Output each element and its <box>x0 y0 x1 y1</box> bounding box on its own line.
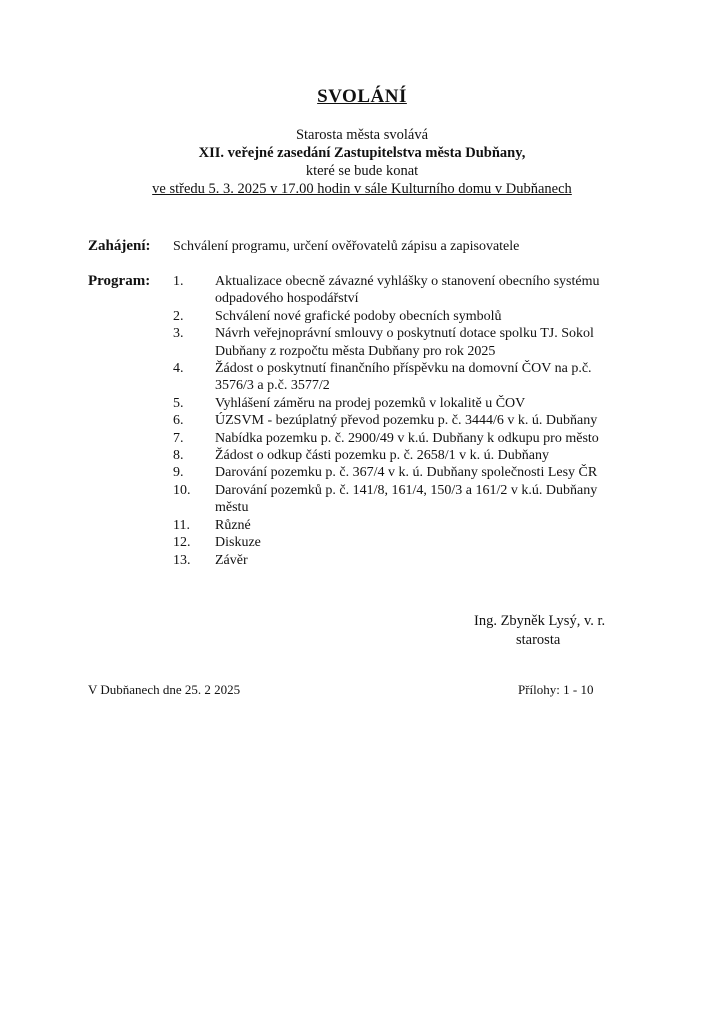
program-item-number: 5. <box>173 395 184 411</box>
program-item-text: Diskuze <box>215 535 261 551</box>
signature-role: starosta <box>516 632 561 648</box>
footer-place-date: V Dubňanech dne 25. 2 2025 <box>88 682 241 697</box>
program-item-number: 2. <box>173 308 184 324</box>
program-item <box>173 447 633 464</box>
program-item-number: 13. <box>173 552 191 568</box>
program-item-text: Vyhlášení záměru na prodej pozemků v lokalitě u ČOV <box>215 395 526 411</box>
zahajeni-text: Schválení programu, určení ověřovatelů zápisu a zapisovatele <box>173 239 520 254</box>
program-item-number: 3. <box>173 326 184 342</box>
intro-line-1: Starosta města svolává <box>295 127 429 143</box>
program-item-number: 10. <box>173 482 191 498</box>
program-item-text: Nabídka pozemku p. č. 2900/49 v k.ú. Dubňany k odkupu pro město <box>215 430 599 446</box>
program-item-number: 12. <box>173 535 191 551</box>
program-item <box>173 482 633 517</box>
intro-block <box>0 126 724 198</box>
program-item-text: Darování pozemků p. č. 141/8, 161/4, 150/3 a 161/2 v k.ú. Dubňany městu <box>215 482 598 516</box>
program-item <box>173 360 633 395</box>
signature-name: Ing. Zbyněk Lysý, v. r. <box>474 613 606 629</box>
zahajeni-label: Zahájení: <box>88 238 151 254</box>
program-item <box>173 273 633 308</box>
intro-line-2: XII. veřejné zasedání Zastupitelstva města Dubňany, <box>198 145 526 161</box>
program-list <box>173 273 633 569</box>
program-item-number: 8. <box>173 448 184 464</box>
program-item-number: 11. <box>173 517 190 533</box>
program-item-text: Různé <box>215 517 251 533</box>
program-item-text: Darování pozemku p. č. 367/4 v k. ú. Dubňany společnosti Lesy ČR <box>215 465 598 481</box>
document-title: SVOLÁNÍ <box>317 86 407 107</box>
program-item-text: Schválení nové grafické podoby obecních symbolů <box>215 308 502 324</box>
program-item-text: Aktualizace obecně závazné vyhlášky o stanovení obecního systému odpadového hospodářství <box>215 274 600 307</box>
program-label: Program: <box>88 273 151 289</box>
program-item-text: ÚZSVM - bezúplatný převod pozemku p. č. 3444/6 v k. ú. Dubňany <box>215 413 598 429</box>
program-item-number: 9. <box>173 465 184 481</box>
program-item-text: Žádost o poskytnutí finančního příspěvku na domovní ČOV na p.č. 3576/3 a p.č. 3577/2 <box>215 361 592 394</box>
program-item-text: Závěr <box>215 552 248 568</box>
program-item-text: Žádost o odkup části pozemku p. č. 2658/1 v k. ú. Dubňany <box>215 448 550 464</box>
signature-block <box>474 612 605 650</box>
footer-attachments: Přílohy: 1 - 10 <box>518 682 594 697</box>
program-item-number: 6. <box>173 413 184 429</box>
program-item <box>173 325 633 360</box>
program-item-number: 7. <box>173 430 184 446</box>
program-item-text: Návrh veřejnoprávní smlouvy o poskytnutí dotace spolku TJ. Sokol Dubňany z rozpočtu města Dubňany pro rok 2025 <box>215 326 594 359</box>
program-item <box>173 517 633 534</box>
program-item-number: 4. <box>173 361 184 377</box>
program-item <box>173 395 633 412</box>
program-item <box>173 464 633 481</box>
intro-line-3: které se bude konat <box>305 163 419 179</box>
program-item <box>173 308 633 325</box>
program-item <box>173 534 633 551</box>
program-item-number: 1. <box>173 274 184 289</box>
program-item <box>173 552 633 569</box>
program-item <box>173 412 633 429</box>
intro-line-4: ve středu 5. 3. 2025 v 17.00 hodin v sále Kulturního domu v Dubňanech <box>152 181 572 197</box>
program-item <box>173 430 633 447</box>
